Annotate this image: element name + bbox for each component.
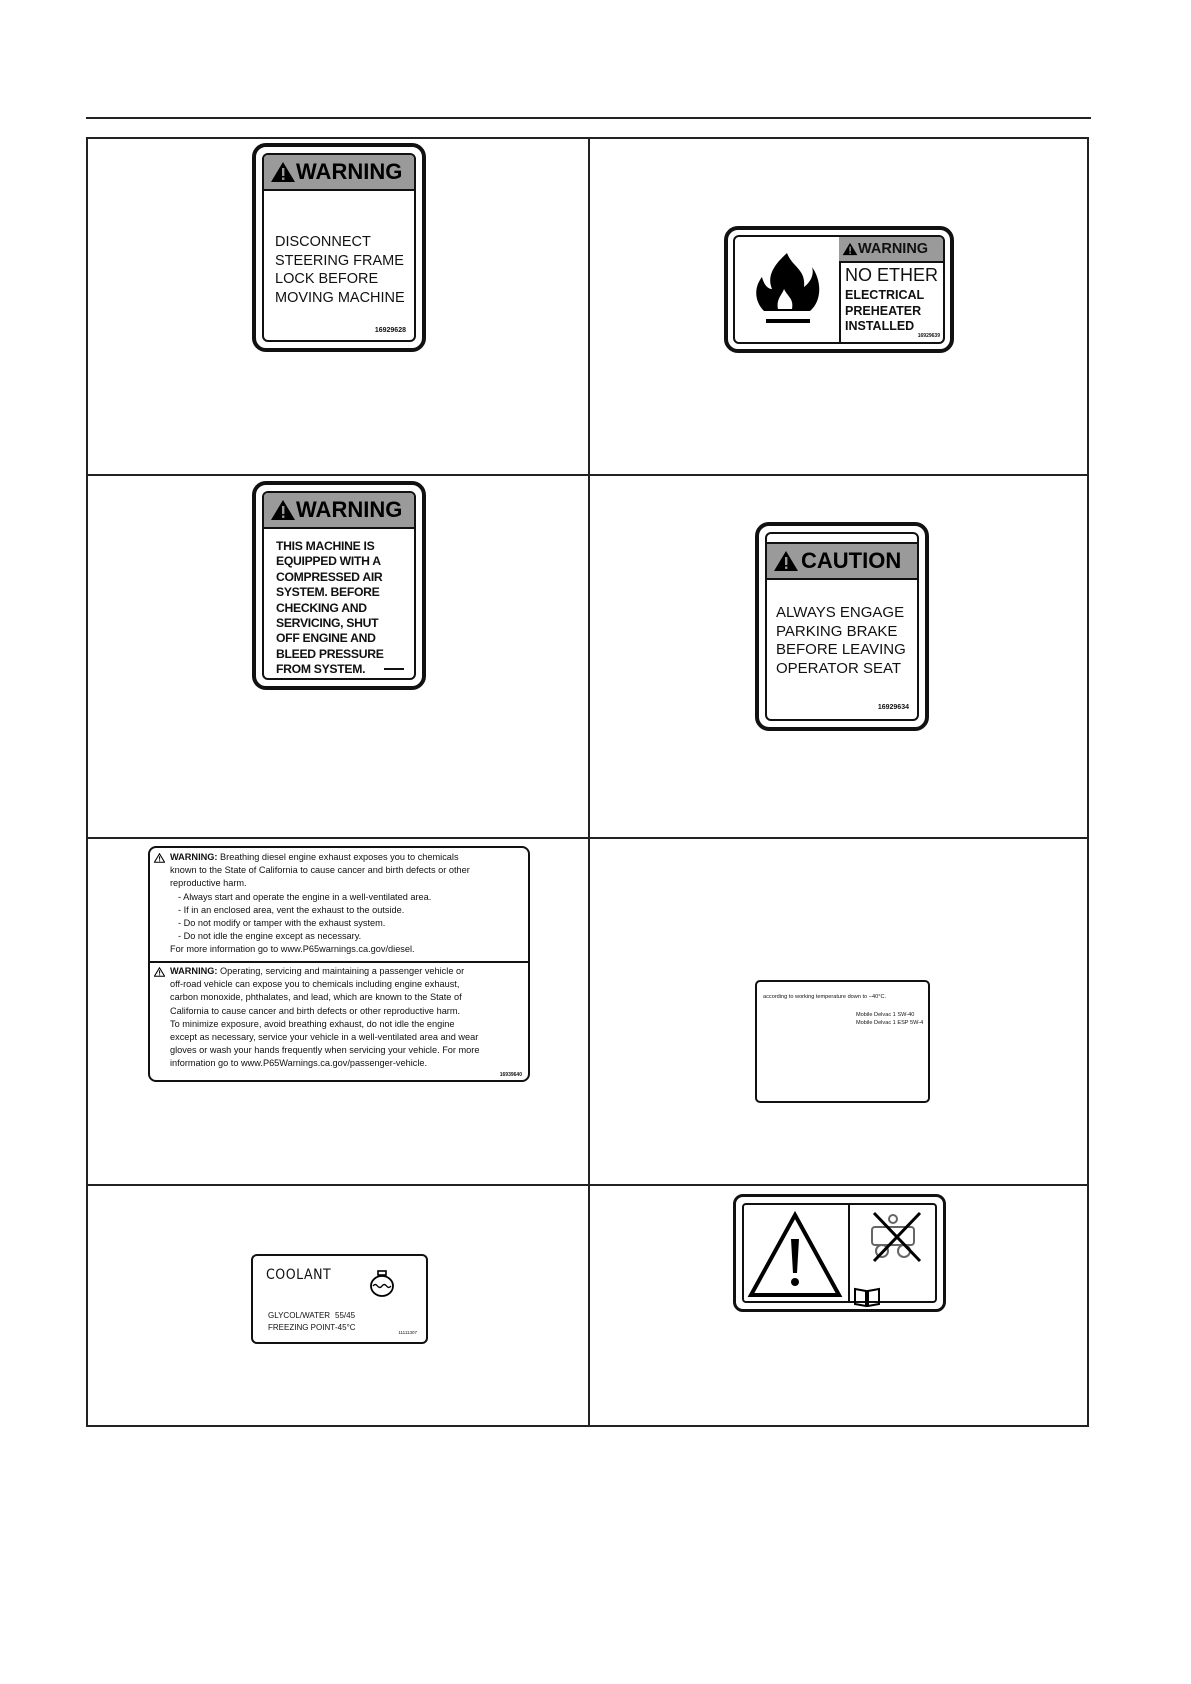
vehicle-warning: WARNING: Operating, servicing and maintaining a passenger vehicle or off-road vehicle can expose you to chemicals including engine exhaust, carbon monoxide, phthalates, and lead, which are known to the State of California to cause cancer and birth defects or other reproductive harm. To minimize exposure, avoid breathing exhaust, do not idle the engine except as necessary, service your vehicle in a well-ventilated area and wear gloves or wash your hands frequently when servicing your vehicle. For more information go to www.P65Warnings.ca.gov/passenger-vehicle.: [170, 965, 530, 1071]
warning-triangle-icon: [745, 1205, 845, 1305]
pictogram-divider: [848, 1205, 850, 1301]
warning-triangle-icon: [154, 853, 165, 863]
oil-text-1: according to working temperature down to −40°C.: [763, 994, 887, 1000]
decal-header: [839, 237, 943, 263]
coolant-title: COOLANT: [266, 1267, 332, 1283]
coolant-values: 55/45 -45°C: [335, 1311, 356, 1332]
oil-decal: [755, 980, 930, 1103]
decal-message: DISCONNECT STEERING FRAME LOCK BEFORE MOVING MACHINE: [275, 234, 405, 306]
decal-message: ALWAYS ENGAGE PARKING BRAKE BEFORE LEAVING OPERATOR SEAT: [776, 604, 906, 677]
decal-message: THIS MACHINE IS EQUIPPED WITH A COMPRESSED AIR SYSTEM. BEFORE CHECKING AND SERVICING, SHUT OFF ENGINE AND BLEED PRESSURE FROM SYSTEM.: [276, 539, 384, 677]
coolant-decal: [251, 1254, 428, 1344]
decal-header: [264, 493, 414, 529]
flame-panel: [735, 237, 841, 342]
decal-header: [264, 155, 414, 191]
warning-triangle-icon: [842, 242, 858, 256]
warning-triangle-icon: [270, 161, 296, 183]
column-divider: [588, 139, 590, 1425]
no-riders-icon: [862, 1211, 932, 1263]
steering-lock-decal: [252, 143, 426, 352]
parking-brake-decal: [755, 522, 929, 731]
compressed-air-decal: [252, 481, 426, 690]
part-number-blank: [384, 668, 404, 670]
prop65-decal: [148, 846, 530, 1082]
row-divider-1: [88, 474, 1087, 476]
read-manual-decal: [733, 1194, 946, 1312]
header-label: CAUTION: [801, 548, 902, 573]
header-label: WARNING: [858, 241, 929, 257]
manual-book-icon: [854, 1287, 880, 1307]
warning-triangle-icon: [154, 967, 165, 977]
oil-text-3: Mobile Delvac 1 ESP 5W-4: [856, 1020, 924, 1026]
header-label: WARNING: [296, 159, 403, 184]
no-ether-decal: [724, 226, 954, 353]
part-number: 16929639: [917, 333, 940, 339]
row-divider-3: [88, 1184, 1087, 1186]
row-divider-2: [88, 837, 1087, 839]
part-number: 16929628: [374, 327, 406, 334]
decal-title: NO ETHER: [845, 265, 939, 285]
warning-triangle-icon: [270, 499, 296, 521]
decal-message: ELECTRICAL PREHEATER INSTALLED: [845, 288, 925, 333]
coolant-labels: GLYCOL/WATER FREEZING POINT: [268, 1311, 336, 1332]
oil-text-2: Mobile Delvac 1 SW-40: [856, 1012, 915, 1018]
diesel-warning: WARNING: Breathing diesel engine exhaust exposes you to chemicals known to the State of California to cause cancer and birth defects or other reproductive harm. - Always start and operate the engine in a well-ventilated area. - If in an enclosed area, vent the exhaust to the outside. - Do not modify or tamper with the exhaust system. - Do not idle the engine except as necessary. For more information go to www.P65warnings.ca.gov/diesel.: [170, 851, 530, 957]
header-label: WARNING: [296, 497, 403, 522]
part-number: 11111307: [398, 1330, 417, 1335]
part-number: 16939640: [499, 1072, 522, 1078]
prop65-divider: [150, 961, 528, 963]
decal-header: [767, 542, 917, 580]
coolant-tank-icon: [368, 1270, 396, 1298]
header-rule: [86, 117, 1091, 119]
part-number: 16929634: [877, 704, 909, 711]
decal-inner-frame: [742, 1203, 937, 1303]
flame-icon: [752, 249, 822, 329]
warning-triangle-icon: [773, 550, 799, 572]
